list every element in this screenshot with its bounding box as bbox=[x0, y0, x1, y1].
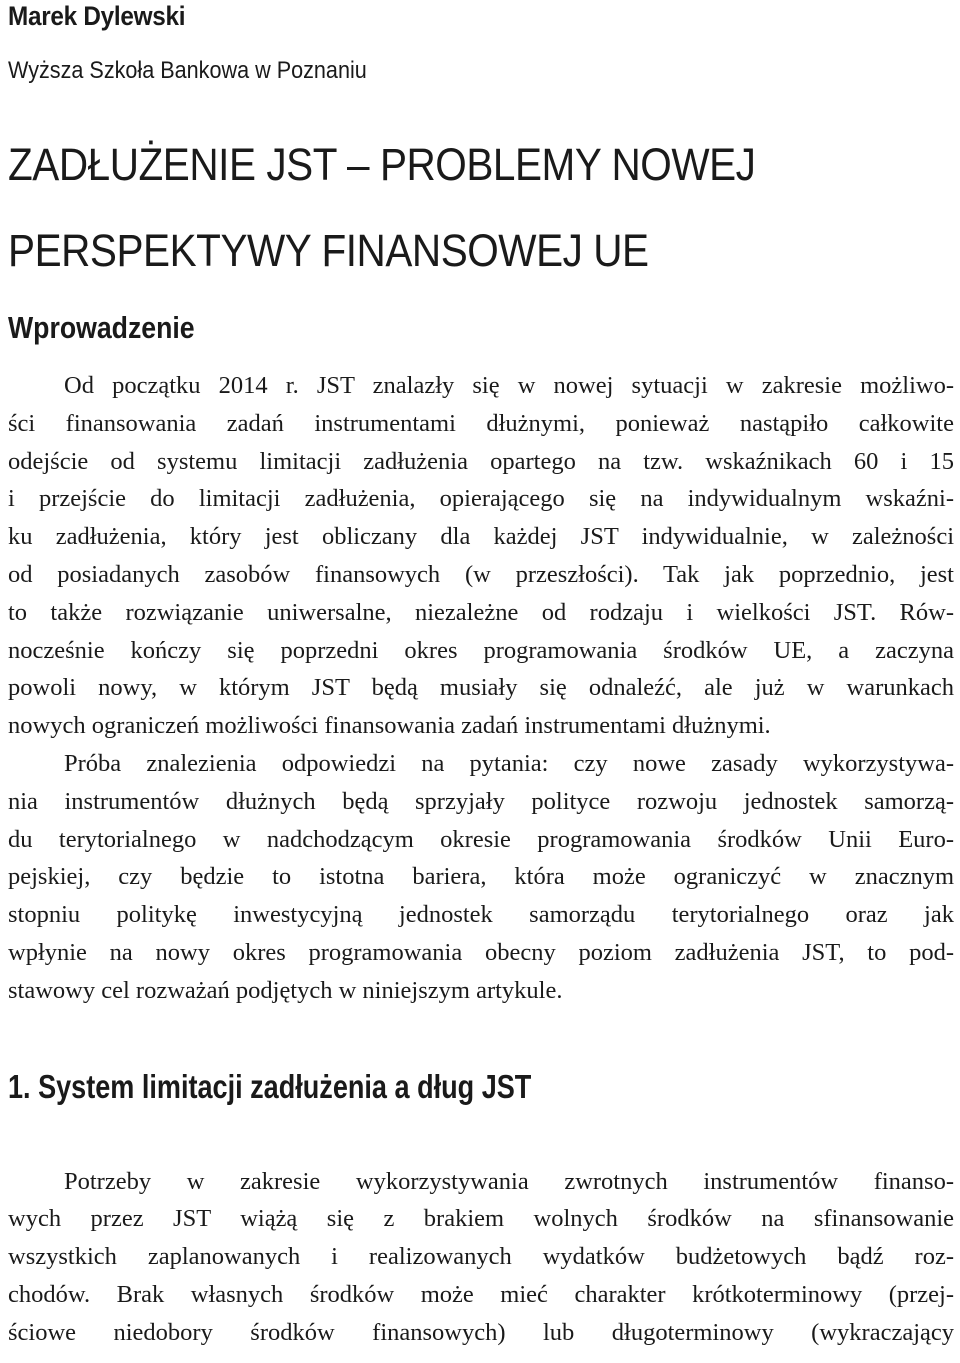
author-affiliation: Wyższa Szkoła Bankowa w Poznaniu bbox=[8, 57, 367, 84]
text-line: stopniu politykę inwestycyjną jednostek samorządu terytorialnego oraz jak bbox=[8, 901, 954, 929]
paragraph-intro-1 bbox=[8, 367, 954, 745]
text-line: to także rozwiązanie uniwersalne, niezależne od rodzaju i wielkości JST. Rów- bbox=[8, 598, 954, 626]
author-name: Marek Dylewski bbox=[8, 1, 186, 31]
article-title-line: PERSPEKTYWY FINANSOWEJ UE bbox=[8, 225, 649, 276]
text-line: odejście od systemu limitacji zadłużenia opartego na tzw. wskaźnikach 60 i 15 bbox=[8, 447, 954, 475]
text-line: nowych ograniczeń możliwości finansowania zadań instrumentami dłużnymi. bbox=[8, 712, 771, 740]
document-page bbox=[8, 0, 954, 1352]
text-line: pejskiej, czy będzie to istotna bariera, która może ograniczyć w znacznym bbox=[8, 863, 954, 891]
text-line: du terytorialnego w nadchodzącym okresie programowania środków Unii Euro- bbox=[8, 825, 954, 853]
text-line: stawowy cel rozważań podjętych w niniejszym artykule. bbox=[8, 976, 563, 1004]
text-line: ściowe niedobory środków finansowych) lub długoterminowy (wykraczający bbox=[8, 1318, 954, 1346]
text-line: chodów. Brak własnych środków może mieć charakter krótkoterminowy (przej- bbox=[8, 1280, 954, 1308]
text-line: od posiadanych zasobów finansowych (w przeszłości). Tak jak poprzednio, jest bbox=[8, 560, 954, 588]
article-title bbox=[8, 122, 954, 294]
section-heading: 1. System limitacji zadłużenia a dług JST bbox=[8, 1067, 532, 1105]
intro-heading: Wprowadzenie bbox=[8, 310, 195, 345]
text-line: wszystkich zaplanowanych i realizowanych wydatków budżetowych bądź roz- bbox=[8, 1243, 954, 1271]
text-line: Potrzeby w zakresie wykorzystywania zwrotnych instrumentów finanso- bbox=[64, 1167, 954, 1195]
text-line: ści finansowania zadań instrumentami dłużnymi, ponieważ nastąpiło całkowite bbox=[8, 409, 954, 437]
text-line: wych przez JST wiążą się z brakiem wolnych środków na sfinansowanie bbox=[8, 1205, 954, 1233]
paragraph-intro-2 bbox=[8, 745, 954, 1010]
article-title-line: ZADŁUŻENIE JST – PROBLEMY NOWEJ bbox=[8, 139, 756, 190]
text-line: wpłynie na nowy okres programowania obecny poziom zadłużenia JST, to pod- bbox=[8, 938, 954, 966]
paragraph-section-1 bbox=[8, 1163, 954, 1352]
text-line: Od początku 2014 r. JST znalazły się w nowej sytuacji w zakresie możliwo- bbox=[64, 372, 954, 399]
text-line: nocześnie kończy się poprzedni okres programowania środków UE, a zaczyna bbox=[8, 636, 954, 664]
text-line: powoli nowy, w którym JST będą musiały się odnaleźć, ale już w warunkach bbox=[8, 674, 954, 702]
text-line: Próba znalezienia odpowiedzi na pytania: czy nowe zasady wykorzystywa- bbox=[64, 749, 954, 777]
text-line: ku zadłużenia, który jest obliczany dla każdej JST indywidualnie, w zależności bbox=[8, 523, 954, 551]
text-line: nia instrumentów dłużnych będą sprzyjały polityce rozwoju jednostek samorzą- bbox=[8, 787, 954, 815]
text-line: i przejście do limitacji zadłużenia, opierającego się na indywidualnym wskaźni- bbox=[8, 485, 954, 513]
